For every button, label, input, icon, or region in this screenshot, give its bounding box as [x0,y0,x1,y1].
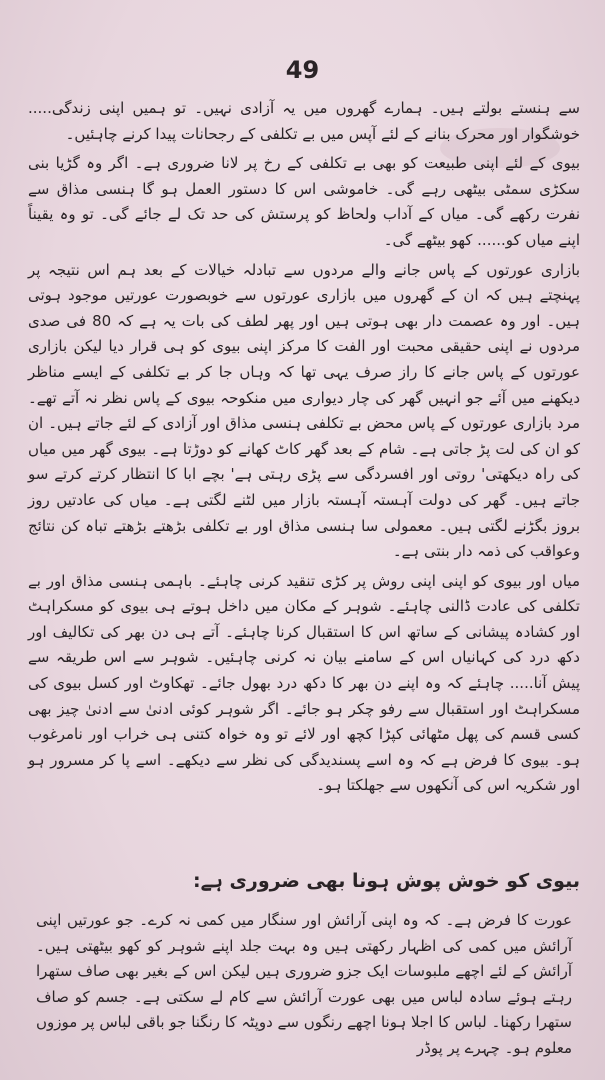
section-heading: بیوی کو خوش پوش ہونا بھی ضروری ہے: [193,870,580,892]
paragraph-1: سے ہنستے بولتے ہیں۔ ہمارے گھروں میں یہ آزادی نہیں۔ تو ہمیں اپنی زندگی..... خوشگوار اور محرک بنانے کے لئے آپس میں بے تکلفی کے رجحانات پیدا کرنے چاہئیں۔ [28,99,580,143]
section-paragraph: عورت کا فرض ہے۔ کہ وہ اپنی آرائش اور سنگار میں کمی نہ کرے۔ جو عورتیں اپنی آرائش میں کمی کی اظہار رکھتی ہیں وہ بہت جلد اپنے شوہر کو کھو بیٹھتی ہیں۔ آرائش کے لئے اچھے ملبوسات ایک جزو ضروری ہیں لیکن اس کے بغیر بھی صاف ستھرا رہتے ہوئے سادہ لباس میں بھی عورت آرائش سے کام لے سکتی ہے۔ جسم کو صاف ستھرا رکھنا۔ لباس کا اجلا ہونا اچھے رنگوں سے دوپٹہ کا رنگنا جو باقی لباس پر موزوں معلوم ہو۔ چہرے پر پوڈر [36,911,572,1057]
paragraph-4: میاں اور بیوی کو اپنی اپنی روش پر کڑی تنقید کرنی چاہئے۔ باہمی ہنسی مذاق اور بے تکلفی کی عادت ڈالنی چاہئے۔ شوہر کے مکان میں داخل ہوتے ہی بیوی کو مسکراہٹ اور کشادہ پیشانی کے ساتھ اس کا استقبال کرنا چاہئے۔ آتے ہی دن بھر کی تکالیف اور دکھ درد کی کہانیاں اس کے سامنے بیان نہ کرنی چاہئیں۔ شوہر سے اس طریقہ سے پیش آنا..... چاہئے کہ وہ اپنے دن بھر کا دکھ درد بھول جائے۔ تھکاوٹ اور کسل بیوی کی مسکراہٹ اور استقبال سے رفو چکر ہو جائے۔ اگر شوہر کوئی ادنیٰ سے ادنیٰ چیز بھی کسی قسم کی پھل مٹھائی کپڑا کچھ اور لائے تو وہ خواہ کتنی ہی خراب اور نامرغوب ہو۔ بیوی کا فرض ہے کہ وہ اسے پسندیدگی کی نظر سے دیکھے۔ اسے پا کر مسرور ہو اور شکریہ اس کی آنکھوں سے جھلکتا ہو۔ [28,571,580,795]
page-number: 49 [285,56,320,84]
paragraph-3: بازاری عورتوں کے پاس جانے والے مردوں سے تبادلہ خیالات کے بعد ہم اس نتیجہ پر پہنچتے ہیں کہ ان کے گھروں میں بازاری عورتوں سے خوبصورت عورتیں موجود ہوتی ہیں۔ اور وہ عصمت دار بھی ہوتی ہیں اور پھر لطف کی بات یہ ہے کہ 80 فی صدی مردوں نے اپنی حقیقی محبت اور الفت کا مرکز اپنی بیوی کو ہی قرار دیا لیکن بازاری عورتوں کے پاس جانے کا راز صرف یہی تھا کہ وہاں جا کر بے تکلفی کے ایسے مناظر دیکھنے میں آئے جو انہیں گھر کی چار دیواری میں منکوحہ بیوی کے پاس نظر نہ آتے تھے۔ مرد بازاری عورتوں کے پاس محض بے تکلفی ہنسی مذاق اور آزادی کے لئے جاتے ہیں۔ ان کو ان کی لت پڑ جاتی ہے۔ شام کے بعد گھر کاٹ کھانے کو دوڑتا ہے۔ بیوی گھر میں میاں کی راہ دیکھتی' روتی اور افسردگی سے پڑی رہتی ہے' بچے ابا کا انتظار کرتے کرتے سو جاتے ہیں۔ گھر کی دولت آہستہ آہستہ بازار میں لٹنے لگتی ہے۔ میاں کی عادتیں روز بروز بگڑنے لگتی ہیں۔ معمولی سا ہنسی مذاق اور بے تکلفی بڑھتے بڑھتے تباہ کن نتائج وعواقب کی ذمہ دار بنتی ہے۔ [28,260,580,561]
paragraph-2: بیوی کے لئے اپنی طبیعت کو بھی بے تکلفی کے رخ پر لانا ضروری ہے۔ اگر وہ گڑیا بنی سکڑی سمٹی بیٹھی رہے گی۔ خاموشی اس کا دستور العمل ہو گا ہنسی مذاق سے نفرت رکھے گی۔ میاں کے آداب ولحاظ کو پرستش کی حد تک لے جائے گی۔ تو وہ یقیناً اپنے میاں کو...... کھو بیٹھے گی۔ [28,154,580,249]
body-text [28,96,580,803]
